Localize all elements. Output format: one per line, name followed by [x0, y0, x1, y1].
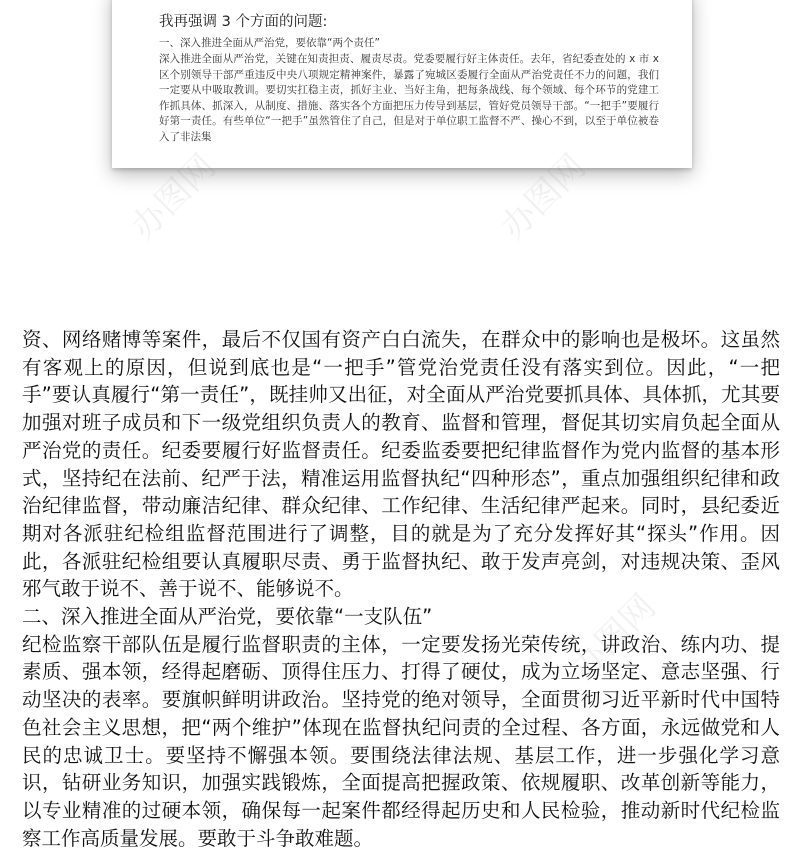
- card-body-text: 深入推进全面从严治党，关键在知责担责、履责尽责。党委要履行好主体责任。去年，省纪委查处的 x 市 x 区个别领导干部严重违反中央八项规定精神案件，暴露了宛城区委履行全面从严治党责任不力的问题，我们一定要从中吸取教训。要切实扛稳主责，抓好主业、当好主角，把每条战线、每个领域、每个环节的党建工作抓具体、抓深入，从制度、措施、落实各个方面把压力传导到基层，管好党员领导干部。“一把手”要履行好第一责任。有些单位“一把手”虽然管住了自己，但是对于单位职工监督不严、操心不到，以至于单位被卷入了非法集: [159, 53, 659, 143]
- watermark: 办图网: [563, 586, 664, 688]
- watermark: 办图网: [493, 146, 594, 248]
- body-paragraph-2: 纪检监察干部队伍是履行监督职责的主体，一定要发扬光荣传统，讲政治、练内功、提素质、强本领，经得起磨砺、顶得住压力、打得了硬仗，成为立场坚定、意志坚强、行动坚决的表率。要旗帜鲜明讲政治。坚持党的绝对领导，全面贯彻习近平新时代中国特色社会主义思想，把“两个维护”体现在监督执纪问责的全过程、各方面，永远做党和人民的忠诚卫士。要坚持不懈强本领。要围绕法律法规、基层工作，进一步强化学习意识，钻研业务知识，加强实践锻炼，全面提高把握政策、依规履职、改革创新等能力，以专业精准的过硬本领，确保每一起案件都经得起历史和人民检验，推动新时代纪检监察工作高质量发展。要敢于斗争敢难题。: [22, 632, 780, 850]
- card-subheading: 一、深入推进全面从严治党，要依靠“两个责任”: [159, 37, 380, 49]
- section-heading-2: 二、深入推进全面从严治党，要依靠“一支队伍”: [22, 605, 433, 629]
- body-paragraph-1: 资、网络赌博等案件，最后不仅国有资产白白流失，在群众中的影响也是极坏。这虽然有客观上的原因，但说到底也是“一把手”管党治党责任没有落实到位。因此，“一把手”要认真履行“第一责任”，既挂帅又出征，对全面从严治党要抓具体、具体抓，尤其要加强对班子成员和下一级党组织负责人的教育、监督和管理，督促其切实肩负起全面从严治党的责任。纪委要履行好监督责任。纪委监委要把纪律监督作为党内监督的基本形式，坚持纪在法前、纪严于法，精准运用监督执纪“四种形态”，重点加强组织纪律和政治纪律监督，带动廉洁纪律、群众纪律、工作纪律、生活纪律严起来。同时，县纪委近期对各派驻纪检组监督范围进行了调整，目的就是为了充分发挥好其“探头”作用。因此，各派驻纪检组要认真履职尽责、勇于监督执纪、敢于发声亮剑，对违规决策、歪风邪气敢于说不、善于说不、能够说不。: [22, 328, 780, 601]
- page-preview-card: [112, 0, 692, 168]
- watermark: 办图网: [123, 146, 224, 248]
- document-body: [22, 326, 780, 852]
- page-preview-content: [159, 12, 659, 146]
- card-heading: 我再强调 3 个方面的问题:: [159, 14, 328, 30]
